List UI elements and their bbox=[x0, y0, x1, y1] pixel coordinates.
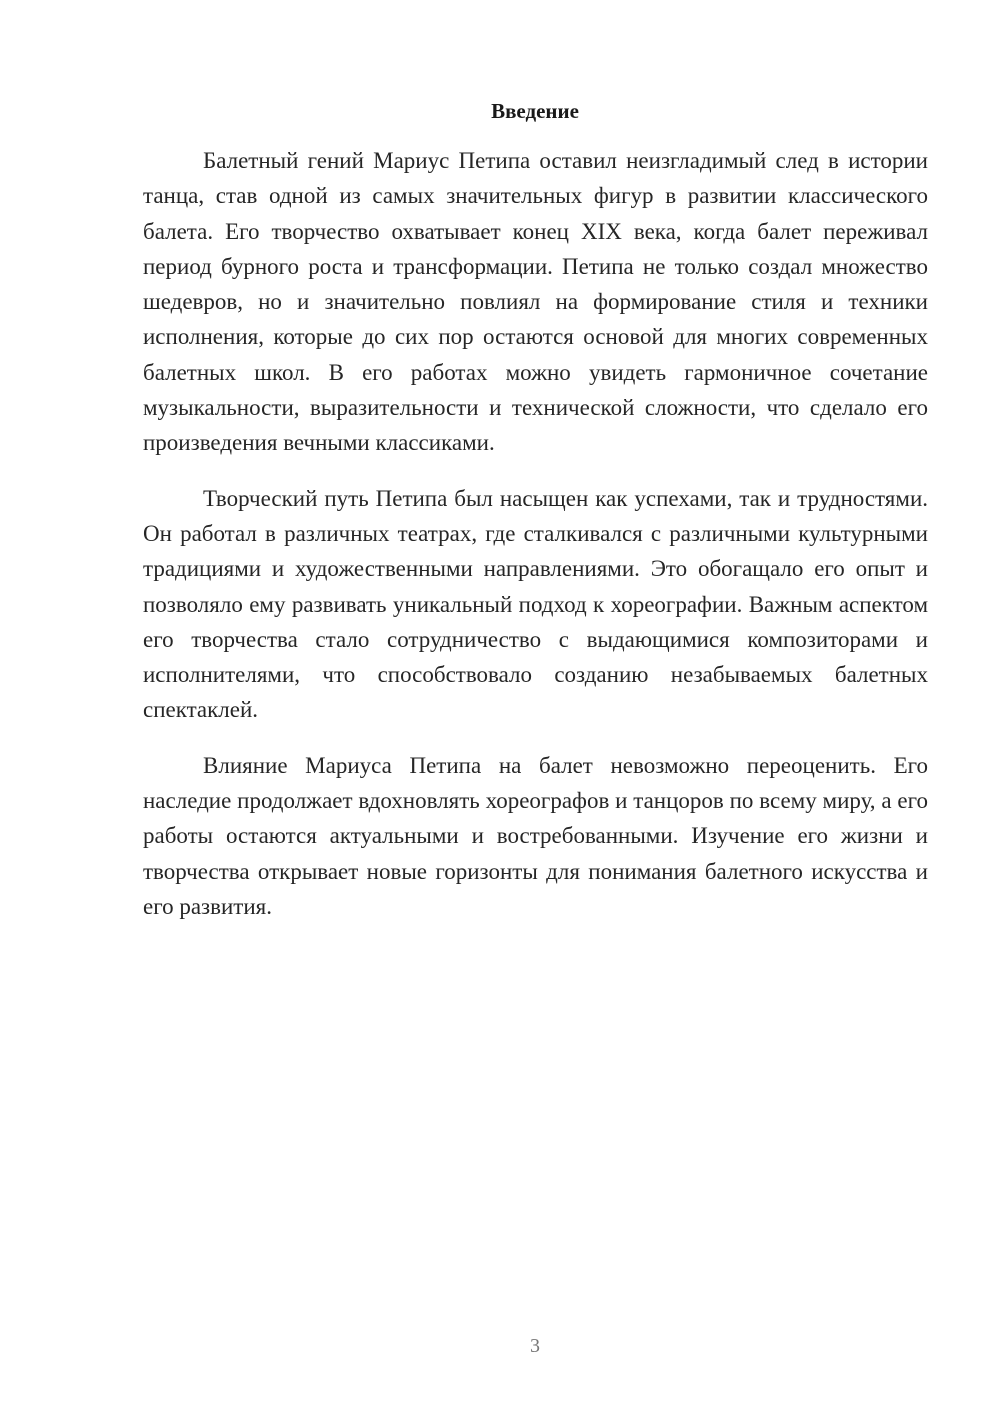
page-number: 3 bbox=[530, 1335, 540, 1357]
paragraph: Творческий путь Петипа был насыщен как успехами, так и трудностями. Он работал в различных театрах, где сталкивался с различными культурными традициями и художественными направлениями. Это обогащало его опыт и позволяло ему развивать уникальный подход к хореографии. Важным аспектом его творчества стало сотрудничество с выдающимися композиторами и исполнителями, что способствовало созданию незабываемых балетных спектаклей. bbox=[143, 485, 928, 723]
section-heading: Введение bbox=[491, 99, 579, 123]
paragraph: Балетный гений Мариус Петипа оставил неизгладимый след в истории танца, став одной из самых значительных фигур в развитии классического балета. Его творчество охватывает конец XIX века, когда балет переживал период бурного роста и трансформации. Петипа не только создал множество шедевров, но и значительно повлиял на формирование стиля и техники исполнения, которые до сих пор остаются основой для многих современных балетных школ. В его работах можно увидеть гармоничное сочетание музыкальности, выразительности и технической сложности, что сделало его произведения вечными классиками. bbox=[143, 148, 928, 456]
paragraph: Влияние Мариуса Петипа на балет невозможно переоценить. Его наследие продолжает вдохновлять хореографов и танцоров по всему миру, а его работы остаются актуальными и востребованными. Изучение его жизни и творчества открывает новые горизонты для понимания балетного искусства и его развития. bbox=[143, 752, 928, 919]
body-text bbox=[143, 143, 928, 944]
